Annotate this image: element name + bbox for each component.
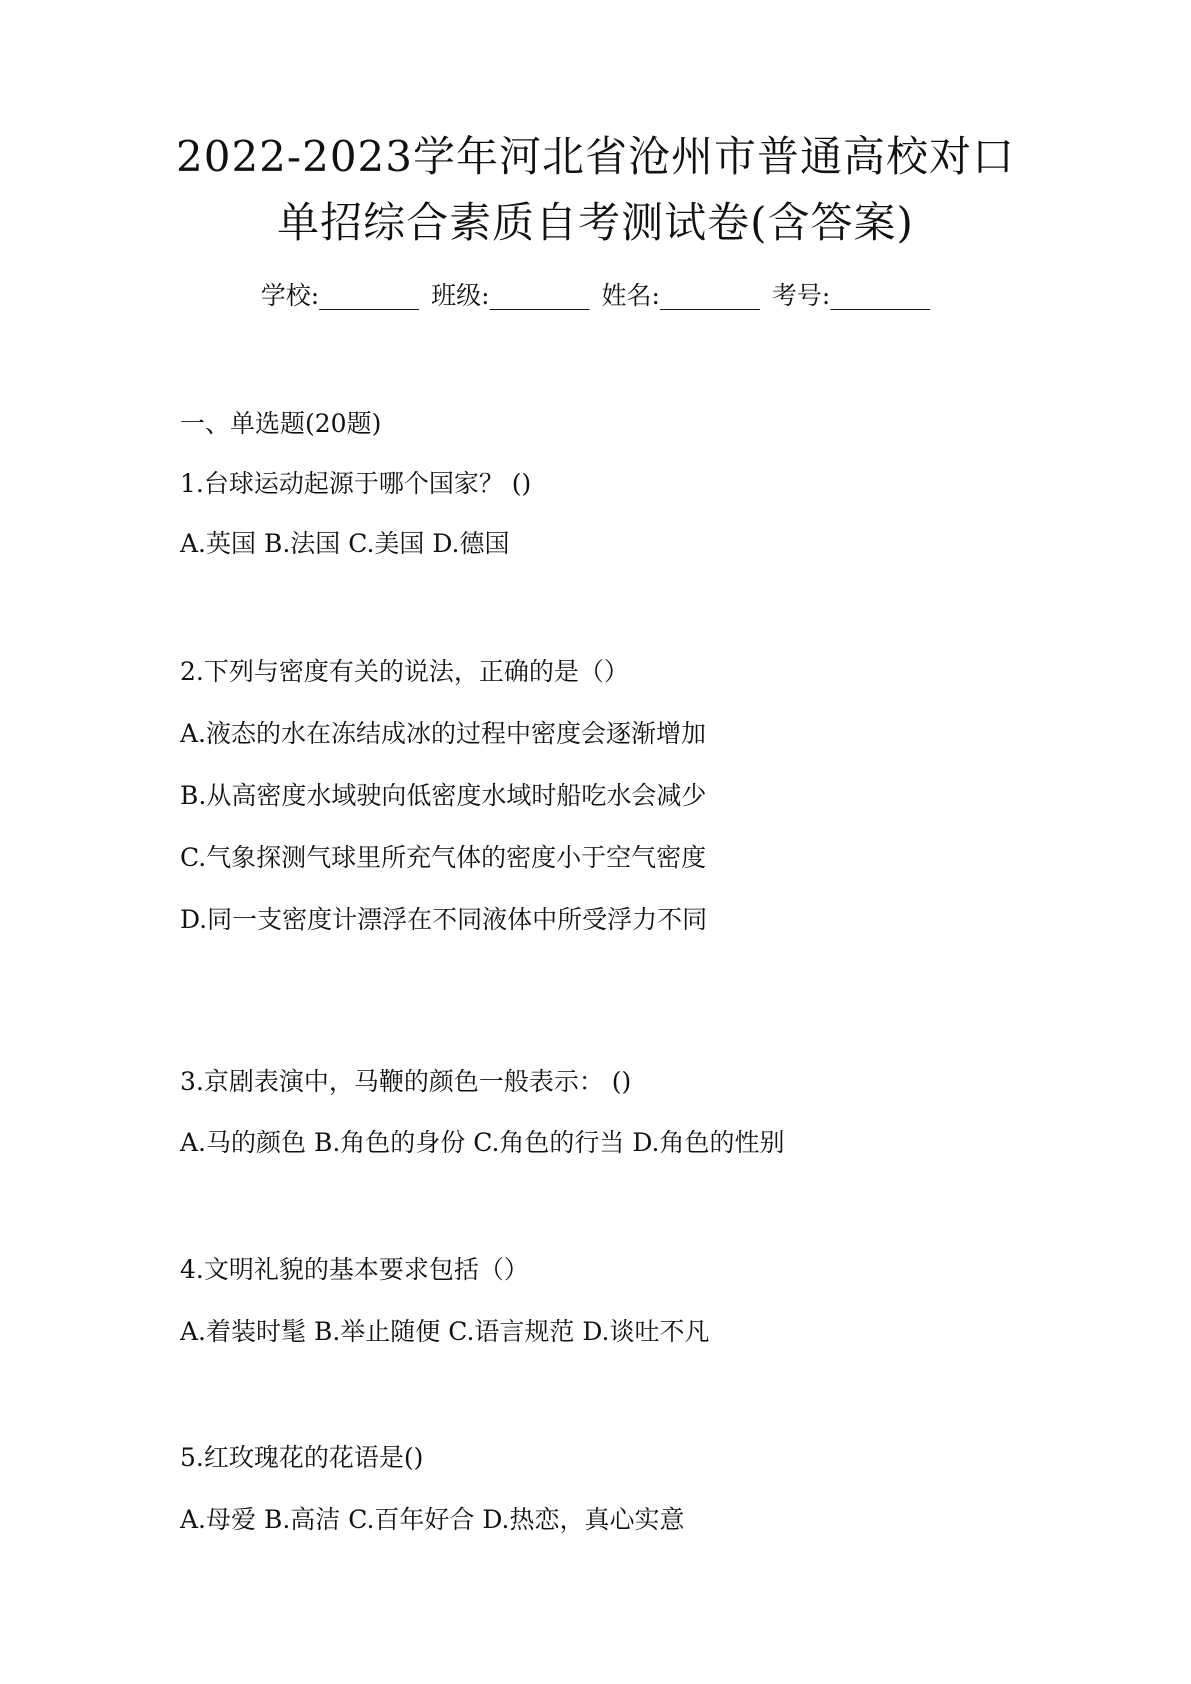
question-4-stem: 4.文明礼貌的基本要求包括（） [180,1255,529,1284]
question-4-options: A.着装时髦 B.举止随便 C.语言规范 D.谈吐不凡 [180,1317,710,1346]
name-field: 姓名:________ [601,281,760,310]
question-2-stem: 2.下列与密度有关的说法，正确的是（） [180,657,629,686]
question-2-option-d: D.同一支密度计漂浮在不同液体中所受浮力不同 [180,905,708,934]
question-2-option-c: C.气象探测气球里所充气体的密度小于空气密度 [180,843,707,872]
question-3-stem: 3.京剧表演中，马鞭的颜色一般表示： () [180,1067,632,1096]
school-field: 学校:________ [260,281,420,310]
question-5-stem: 5.红玫瑰花的花语是() [180,1443,424,1472]
question-1-options: A.英国 B.法国 C.美国 D.德国 [180,529,510,558]
document-title-line-1: 2022-2023学年河北省沧州市普通高校对口 [176,132,1015,181]
question-2-option-b: B.从高密度水域驶向低密度水域时船吃水会减少 [180,781,707,810]
question-1-stem: 1.台球运动起源于哪个国家？ () [180,469,532,498]
document-title-line-2: 单招综合素质自考测试卷(含答案) [277,198,914,247]
question-2-option-a: A.液态的水在冻结成冰的过程中密度会逐渐增加 [180,719,707,748]
section-heading: 一、单选题(20题) [180,409,382,438]
student-info-row [0,282,1191,310]
question-5-options: A.母爱 B.高洁 C.百年好合 D.热恋，真心实意 [180,1505,685,1534]
question-3-options: A.马的颜色 B.角色的身份 C.角色的行当 D.角色的性别 [180,1128,785,1157]
class-field: 班级:________ [431,281,590,310]
exam-number-field: 考号:________ [771,281,931,310]
